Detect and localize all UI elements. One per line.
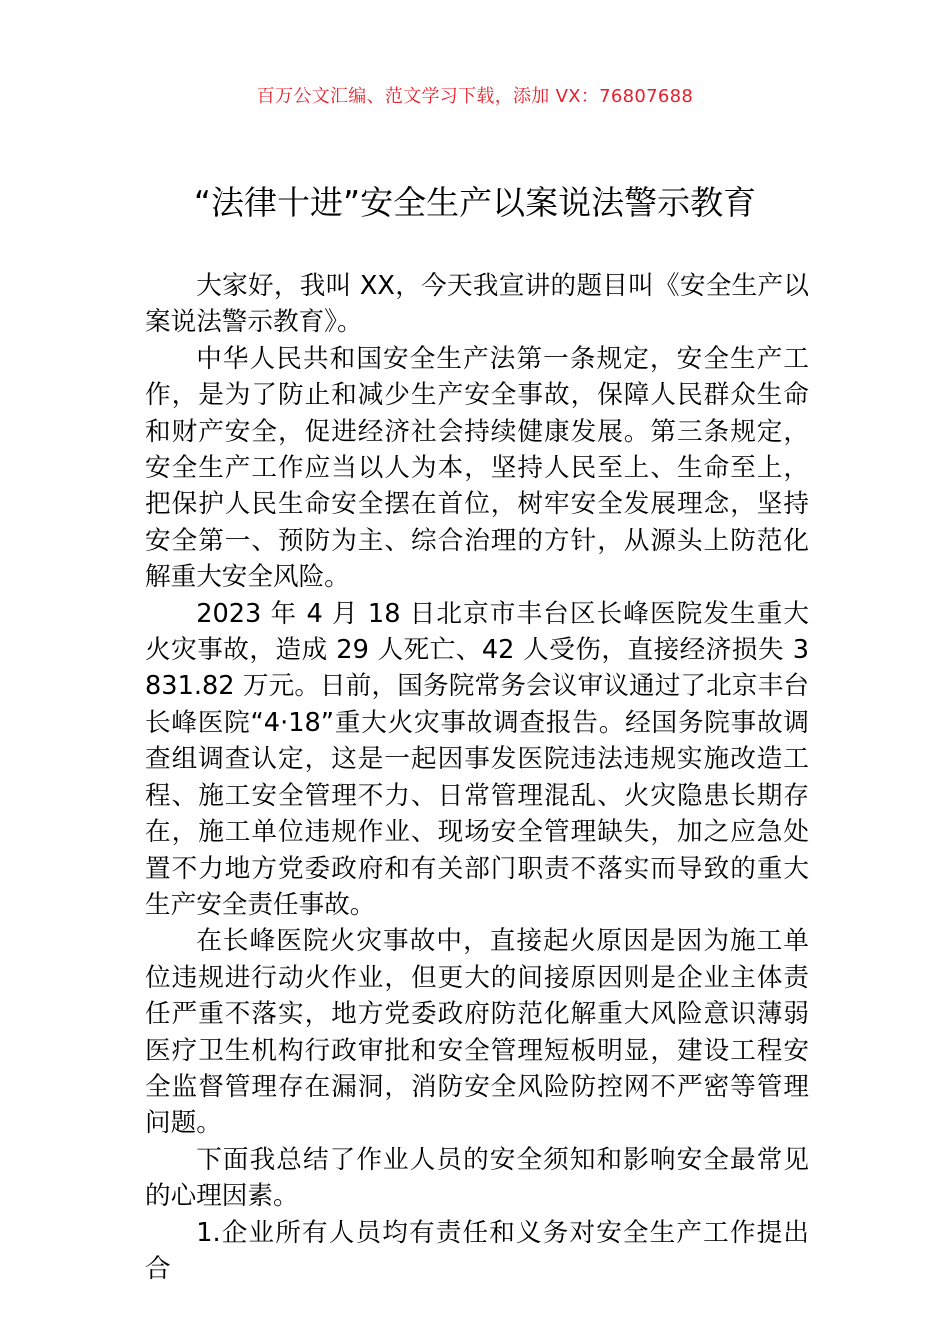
paragraph-law-article: 中华人民共和国安全生产法第一条规定，安全生产工作，是为了防止和减少生产安全事故，保障人民群众生命和财产安全，促进经济社会持续健康发展。第三条规定，安全生产工作应当以人为本，坚持人民至上、生命至上，把保护人民生命安全摆在首位，树牢安全发展理念，坚持安全第一、预防为主、综合治理的方针，从源头上防范化解重大安全风险。	[145, 343, 809, 593]
paragraph-fire-incident: 2023 年 4 月 18 日北京市丰台区长峰医院发生重大火灾事故，造成 29 人死亡、42 人受伤，直接经济损失 3831.82 万元。日前，国务院常务会议审议通过了北京丰台长峰医院“4·18”重大火灾事故调查报告。经国务院事故调查组调查认定，这是一起因事发医院违法违规实施改造工程、施工安全管理不力、日常管理混乱、火灾隐患长期存在，施工单位违规作业、现场安全管理缺失，加之应急处置不力地方党委政府和有关部门职责不落实而导致的重大生产安全责任事故。	[145, 598, 809, 920]
paragraph-summary: 下面我总结了作业人员的安全须知和影响安全最常见的心理因素。	[145, 1144, 809, 1212]
paragraph-causes: 在长峰医院火灾事故中，直接起火原因是因为施工单位违规进行动火作业，但更大的间接原因则是企业主体责任严重不落实，地方党委政府防范化解重大风险意识薄弱医疗卫生机构行政审批和安全管理短板明显，建设工程安全监督管理存在漏洞，消防安全风险防控网不严密等管理问题。	[145, 926, 809, 1139]
paragraph-intro: 大家好，我叫 XX，今天我宣讲的题目叫《安全生产以案说法警示教育》。	[145, 271, 809, 338]
watermark-header: 百万公文汇编、范文学习下载，添加 VX：76807688	[256, 86, 694, 107]
document-body	[145, 268, 809, 1287]
paragraph-item-1: 1.企业所有人员均有责任和义务对安全生产工作提出合	[145, 1217, 809, 1284]
document-title: “法律十进”安全生产以案说法警示教育	[193, 183, 757, 222]
